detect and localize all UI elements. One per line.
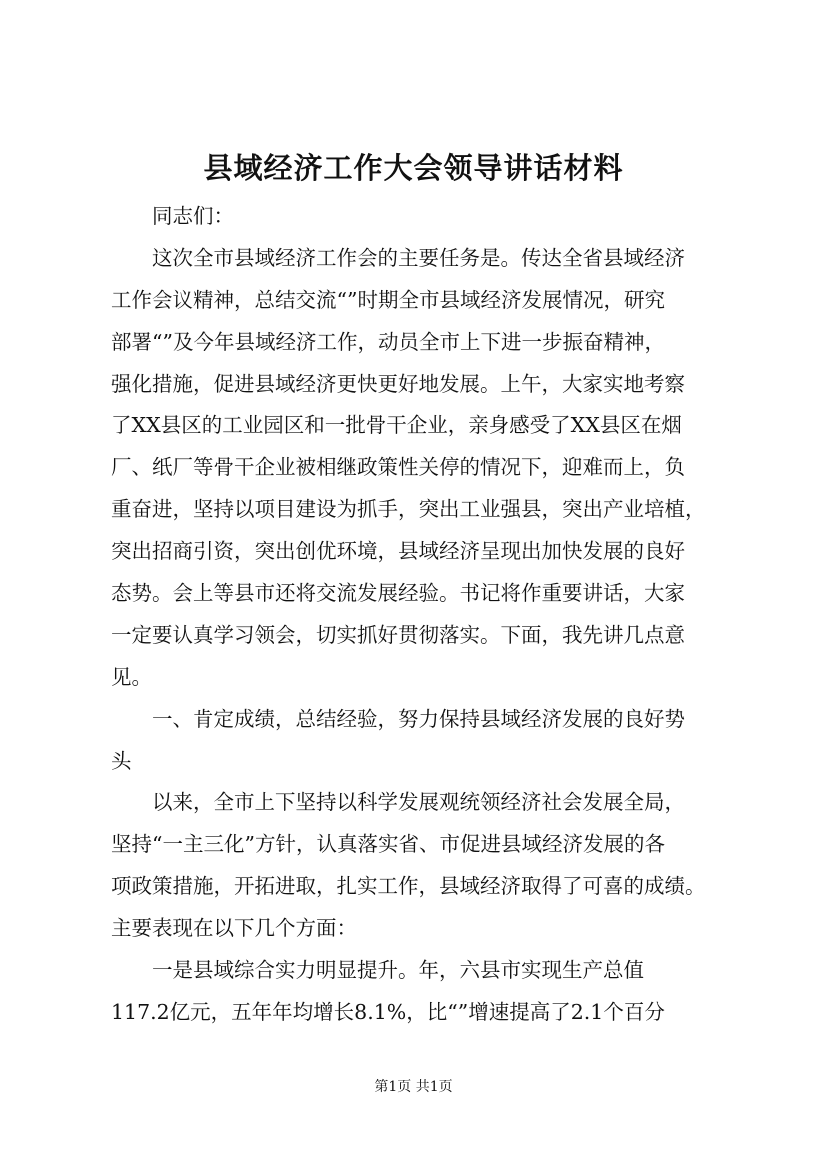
text-line: 主要表现在以下几个方面： xyxy=(111,916,357,941)
text-line: 头 xyxy=(111,748,132,773)
text-line: 部署“”及今年县域经济工作，动员全市上下进一步振奋精神， xyxy=(111,329,665,354)
text-line: 坚持“一主三化”方针，认真落实省、市促进县域经济发展的各 xyxy=(111,832,665,857)
text-line: 工作会议精神，总结交流“”时期全市县域经济发展情况，研究 xyxy=(111,287,665,312)
text-line: 一定要认真学习领会，切实抓好贯彻落实。下面，我先讲几点意 xyxy=(111,622,685,647)
text-line: 一是县域综合实力明显提升。年，六县市实现生产总值 xyxy=(152,958,644,983)
text-line: 重奋进，坚持以项目建设为抓手，突出工业强县，突出产业培植， xyxy=(111,497,706,522)
text-line: 了XX县区的工业园区和一批骨干企业，亲身感受了XX县区在烟 xyxy=(111,413,682,438)
text-line: 同志们： xyxy=(152,204,234,228)
text-line: 项政策措施，开拓进取，扎实工作，县域经济取得了可喜的成绩。 xyxy=(111,874,706,899)
text-line: 这次全市县域经济工作会的主要任务是。传达全省县域经济 xyxy=(152,245,685,270)
text-line: 见。 xyxy=(111,664,152,689)
text-line: 厂、纸厂等骨干企业被相继政策性关停的情况下，迎难而上，负 xyxy=(111,455,685,480)
text-line: 突出招商引资，突出创优环境，县域经济呈现出加快发展的良好 xyxy=(111,539,685,564)
text-line: 态势。会上等县市还将交流发展经验。书记将作重要讲话，大家 xyxy=(111,581,685,606)
text-line: 117.2亿元，五年年均增长8.1%，比“”增速提高了2.1个百分 xyxy=(111,999,665,1024)
document-title: 县域经济工作大会领导讲话材料 xyxy=(203,151,624,185)
page-footer: 第1页 共1页 xyxy=(374,1079,453,1095)
text-line: 强化措施，促进县域经济更快更好地发展。上午，大家实地考察 xyxy=(111,371,685,396)
document-body xyxy=(111,196,733,1034)
text-line: 一、肯定成绩，总结经验，努力保持县域经济发展的良好势 xyxy=(152,706,685,731)
text-line: 以来，全市上下坚持以科学发展观统领经济社会发展全局， xyxy=(152,790,685,815)
